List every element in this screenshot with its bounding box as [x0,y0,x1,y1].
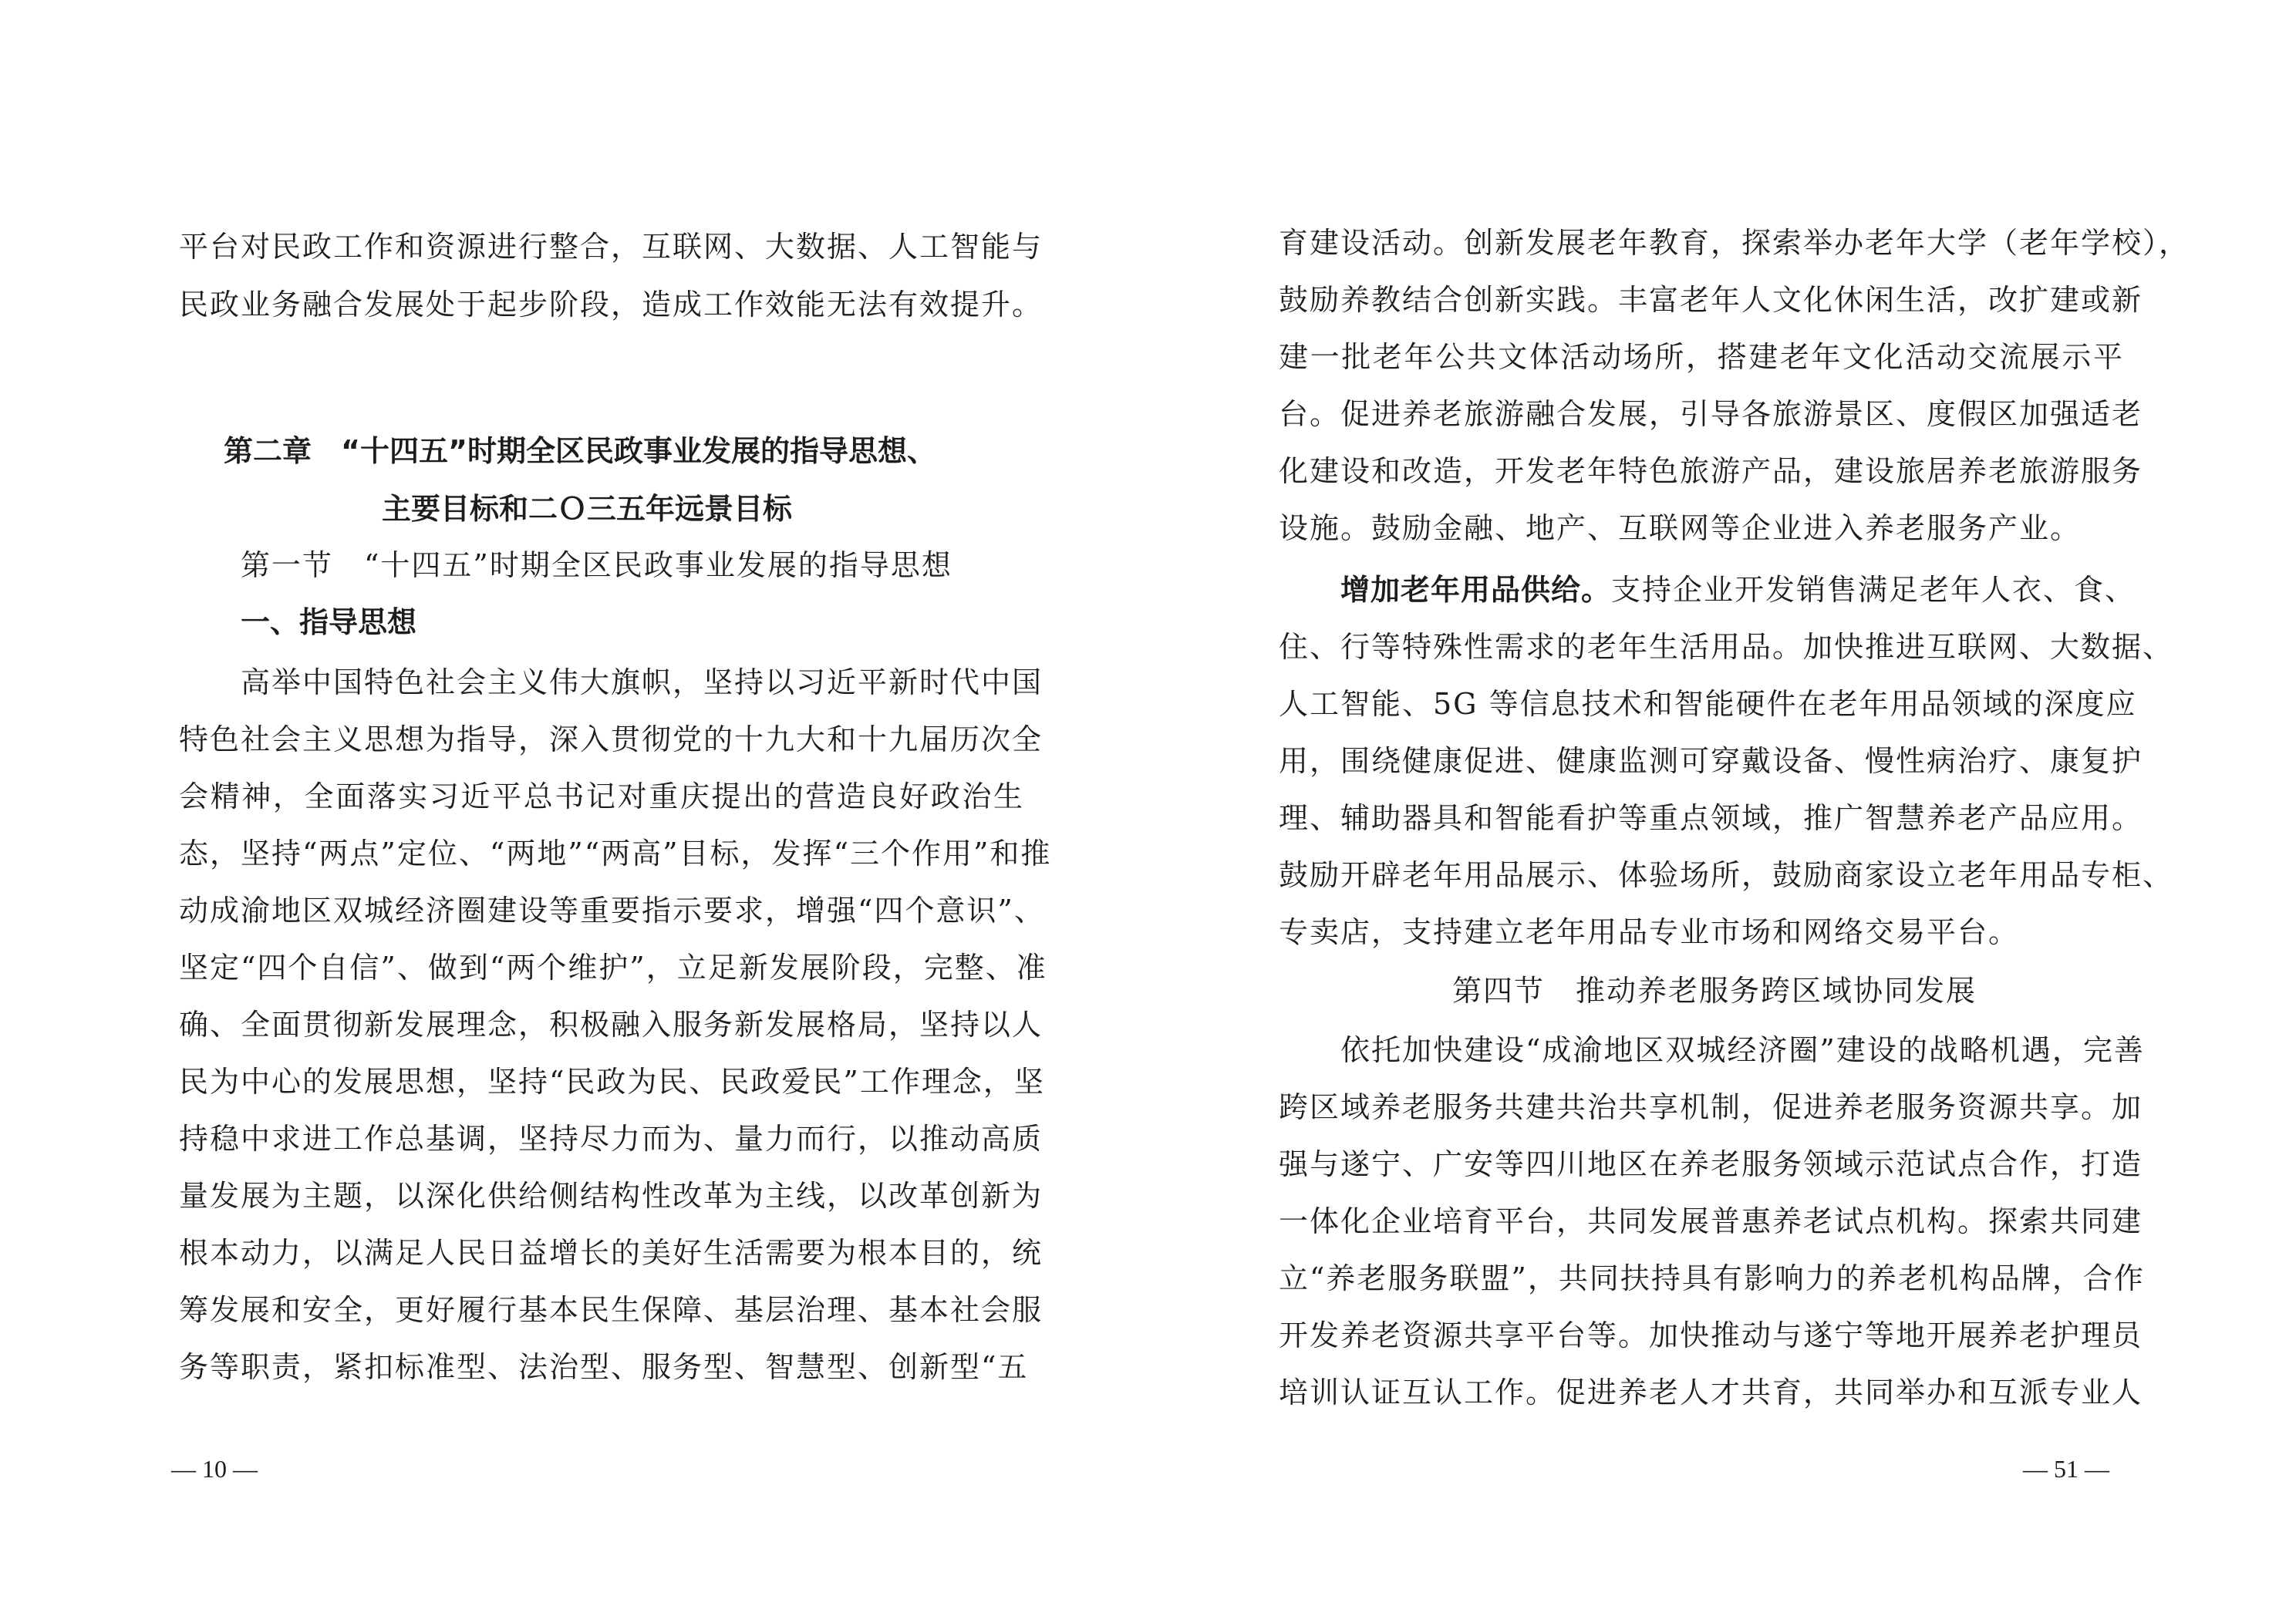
body-line: 人工智能、5G 等信息技术和智能硬件在老年用品领域的深度应 [1279,687,2137,721]
body-line: 住、行等特殊性需求的老年生活用品。加快推进互联网、大数据、 [1279,630,2174,664]
body-line: 用，围绕健康促进、健康监测可穿戴设备、慢性病治疗、康复护 [1279,744,2143,778]
body-line: 培训认证互认工作。促进养老人才共育，共同举办和互派专业人 [1279,1376,2143,1409]
body-line: 育建设活动。创新发展老年教育，探索举办老年大学（老年学校）， [1279,226,2190,260]
body-line: 台。促进养老旅游融合发展，引导各旅游景区、度假区加强适老 [1279,397,2143,431]
body-line: 鼓励养教结合创新实践。丰富老年人文化休闲生活，改扩建或新 [1279,283,2143,317]
body-line: 鼓励开辟老年用品展示、体验场所，鼓励商家设立老年用品专柜、 [1279,858,2174,892]
page-number: — 51 — [2023,1455,2109,1483]
body-line: 理、辅助器具和智能看护等重点领域，推广智慧养老产品应用。 [1279,801,2143,835]
body-line: 务等职责，紧扣标准型、法治型、服务型、智慧型、创新型“五 [179,1350,1029,1384]
body-line: 开发养老资源共享平台等。加快推动与遂宁等地开展养老护理员 [1279,1318,2143,1352]
body-line: 化建设和改造，开发老年特色旅游产品，建设旅居养老旅游服务 [1279,454,2143,488]
body-line: 根本动力，以满足人民日益增长的美好生活需要为根本目的，统 [179,1236,1043,1270]
body-line: 专卖店，支持建立老年用品专业市场和网络交易平台。 [1279,915,2020,949]
body-line: 民政业务融合发展处于起步阶段，造成工作效能无法有效提升。 [179,288,1043,322]
section-title: 第四节 推动养老服务跨区域协同发展 [1452,974,1977,1008]
body-line: 确、全面贯彻新发展理念，积极融入服务新发展格局，坚持以人 [179,1008,1043,1042]
chapter-title-line2: 主要目标和二Ｏ三五年远景目标 [382,492,793,526]
body-line: 量发展为主题，以深化供给侧结构性改革为主线，以改革创新为 [179,1179,1043,1213]
body-line: 态，坚持“两点”定位、“两地”“两高”目标，发挥“三个作用”和推 [179,837,1052,870]
page-number: — 10 — [171,1455,258,1483]
body-line: 平台对民政工作和资源进行整合，互联网、大数据、人工智能与 [179,230,1043,264]
right-page [1148,0,2296,1623]
chapter-title-line1: 第二章 “十四五”时期全区民政事业发展的指导思想、 [224,434,936,468]
paragraph-lead-line [1340,571,2136,609]
body-line: 民为中心的发展思想，坚持“民政为民、民政爱民”工作理念，坚 [179,1065,1045,1099]
body-line: 设施。鼓励金融、地产、互联网等企业进入养老服务产业。 [1279,511,2082,545]
subsection-title: 一、指导思想 [241,605,417,639]
body-line: 依托加快建设“成渝地区双城经济圈”建设的战略机遇，完善 [1340,1033,2145,1067]
section-title: 第一节 “十四五”时期全区民政事业发展的指导思想 [241,548,952,582]
body-line: 高举中国特色社会主义伟大旗帜，坚持以习近平新时代中国 [241,665,1043,699]
body-line: 强与遂宁、广安等四川地区在养老服务领域示范试点合作，打造 [1279,1147,2143,1181]
paragraph-lead-rest: 支持企业开发销售满足老年人衣、食、 [1611,573,2136,607]
body-line: 动成渝地区双城经济圈建设等重要指示要求，增强“四个意识”、 [179,894,1045,928]
body-line: 立“养老服务联盟”，共同扶持具有影响力的养老机构品牌，合作 [1279,1261,2145,1295]
paragraph-lead-bold: 增加老年用品供给。 [1340,573,1612,607]
body-line: 筹发展和安全，更好履行基本民生保障、基层治理、基本社会服 [179,1293,1043,1327]
body-line: 建一批老年公共文体活动场所，搭建老年文化活动交流展示平 [1279,340,2124,374]
body-line: 持稳中求进工作总基调，坚持尽力而为、量力而行，以推动高质 [179,1122,1043,1156]
body-line: 会精神，全面落实习近平总书记对重庆提出的营造良好政治生 [179,780,1024,813]
body-line: 一体化企业培育平台，共同发展普惠养老试点机构。探索共同建 [1279,1204,2143,1238]
body-line: 特色社会主义思想为指导，深入贯彻党的十九大和十九届历次全 [179,722,1043,756]
body-line: 坚定“四个自信”、做到“两个维护”，立足新发展阶段，完整、准 [179,951,1047,985]
body-line: 跨区域养老服务共建共治共享机制，促进养老服务资源共享。加 [1279,1090,2143,1124]
